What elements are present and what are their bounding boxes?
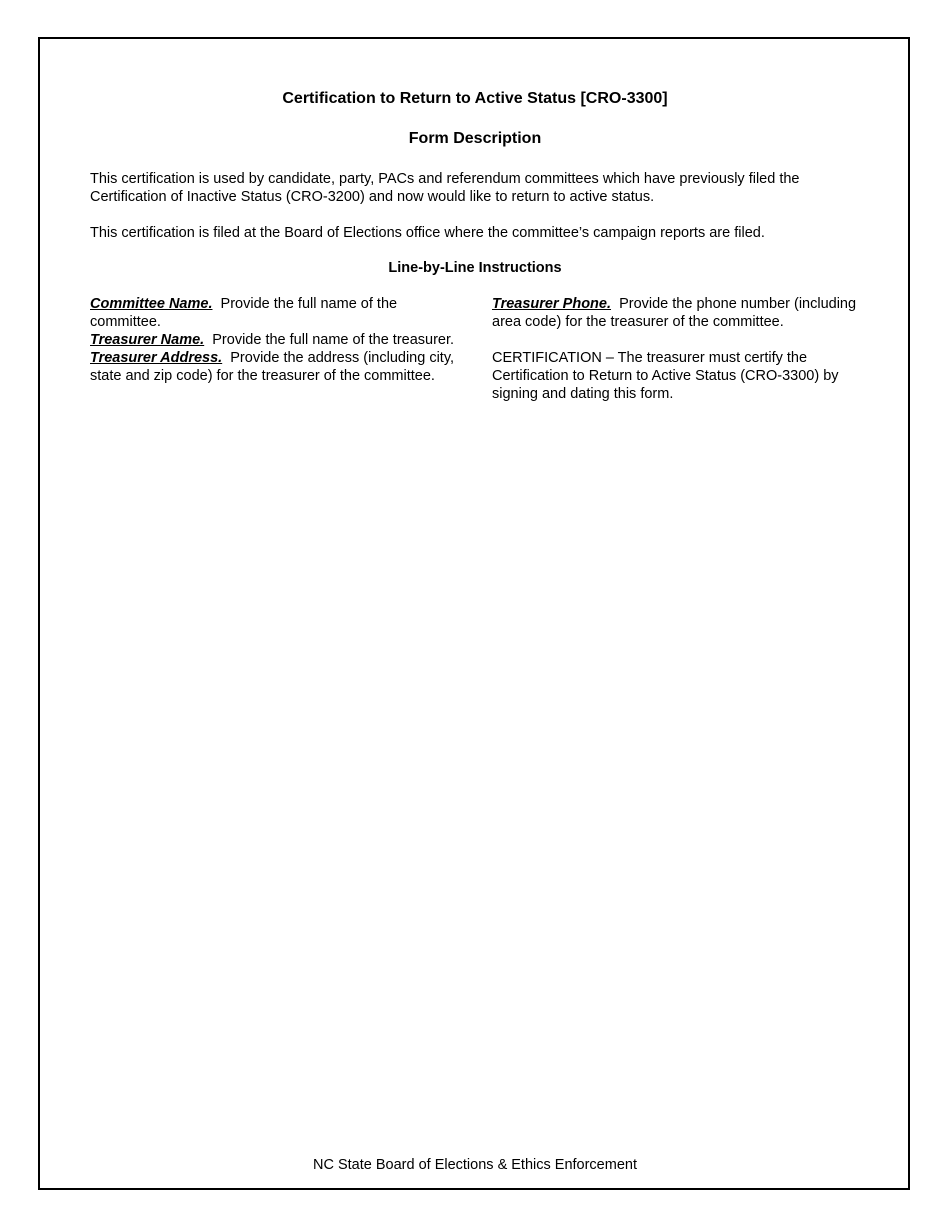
spacer bbox=[492, 331, 862, 349]
description-paragraph-1: This certification is used by candidate, party, PACs and referendum committees which have previously filed the Certification of Inactive Status (CRO-3200) and now would like to return to active status. bbox=[90, 171, 800, 205]
instruction-term: Treasurer Phone. bbox=[492, 296, 612, 312]
page-border bbox=[38, 37, 910, 1190]
instruction-treasurer-name bbox=[90, 331, 460, 349]
instructions-left-column bbox=[90, 295, 460, 385]
line-by-line-heading: Line-by-Line Instructions bbox=[388, 260, 562, 276]
footer-agency-name: NC State Board of Elections & Ethics Enforcement bbox=[313, 1157, 637, 1173]
instruction-treasurer-address bbox=[90, 349, 460, 385]
form-description-heading: Form Description bbox=[408, 130, 542, 147]
instruction-certification: CERTIFICATION – The treasurer must certify the Certification to Return to Active Status (CRO-3300) by signing and dating this form. bbox=[492, 350, 839, 402]
instruction-term: Committee Name. bbox=[90, 296, 213, 312]
instruction-term: Treasurer Address. bbox=[90, 350, 223, 366]
instruction-text: Provide the full name of the committee. bbox=[90, 296, 398, 330]
instruction-committee-name bbox=[90, 295, 460, 331]
instructions-right-column bbox=[492, 295, 862, 403]
instruction-term: Treasurer Name. bbox=[90, 332, 205, 348]
description-paragraph-2: This certification is filed at the Board of Elections office where the committee’s campaign reports are filed. bbox=[90, 225, 765, 241]
instruction-text: Provide the phone number (including area code) for the treasurer of the committee. bbox=[492, 296, 857, 330]
instruction-text: Provide the address (including city, state and zip code) for the treasurer of the committee. bbox=[90, 350, 455, 384]
form-title: Certification to Return to Active Status [CRO-3300] bbox=[282, 90, 668, 107]
instruction-treasurer-phone bbox=[492, 295, 862, 331]
instruction-text: Provide the full name of the treasurer. bbox=[212, 332, 455, 348]
